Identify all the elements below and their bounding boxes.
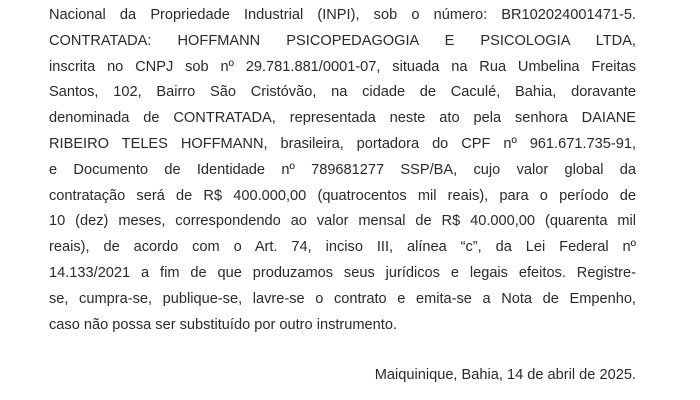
paragraph-line: se, cumpra-se, publique-se, lavre-se o contrato e emita-se a Nota de Empenho, <box>49 290 636 307</box>
paragraph-line: 14.133/2021 a fim de que produzamos seus jurídicos e legais efeitos. Registre- <box>49 264 636 281</box>
paragraph-line: 10 (dez) meses, correspondendo ao valor mensal de R$ 40.000,00 (quarenta mil <box>49 213 636 230</box>
paragraph-line: Nacional da Propriedade Industrial (INPI), sob o número: BR102024001471-5. <box>49 7 636 23</box>
contract-paragraph <box>49 3 636 338</box>
paragraph-line: Santos, 102, Bairro São Cristóvão, na cidade de Caculé, Bahia, doravante <box>49 84 636 101</box>
paragraph-line: caso não possa ser substituído por outro instrumento. <box>49 316 398 333</box>
place-date-line: Maiquinique, Bahia, 14 de abril de 2025. <box>374 367 636 383</box>
paragraph-line: CONTRATADA: HOFFMANN PSICOPEDAGOGIA E PSICOLOGIA LTDA, <box>49 32 636 49</box>
paragraph-line: contratação será de R$ 400.000,00 (quatrocentos mil reais), para o período de <box>49 187 636 204</box>
paragraph-line: denominada de CONTRATADA, representada neste ato pela senhora DAIANE <box>49 110 636 127</box>
paragraph-line: e Documento de Identidade nº 789681277 SSP/BA, cujo valor global da <box>49 161 636 178</box>
paragraph-line: RIBEIRO TELES HOFFMANN, brasileira, portadora do CPF nº 961.671.735-91, <box>49 135 636 152</box>
paragraph-line: inscrita no CNPJ sob nº 29.781.881/0001-07, situada na Rua Umbelina Freitas <box>49 58 636 75</box>
paragraph-line: reais), de acordo com o Art. 74, inciso III, alínea “c”, da Lei Federal nº <box>49 239 636 256</box>
